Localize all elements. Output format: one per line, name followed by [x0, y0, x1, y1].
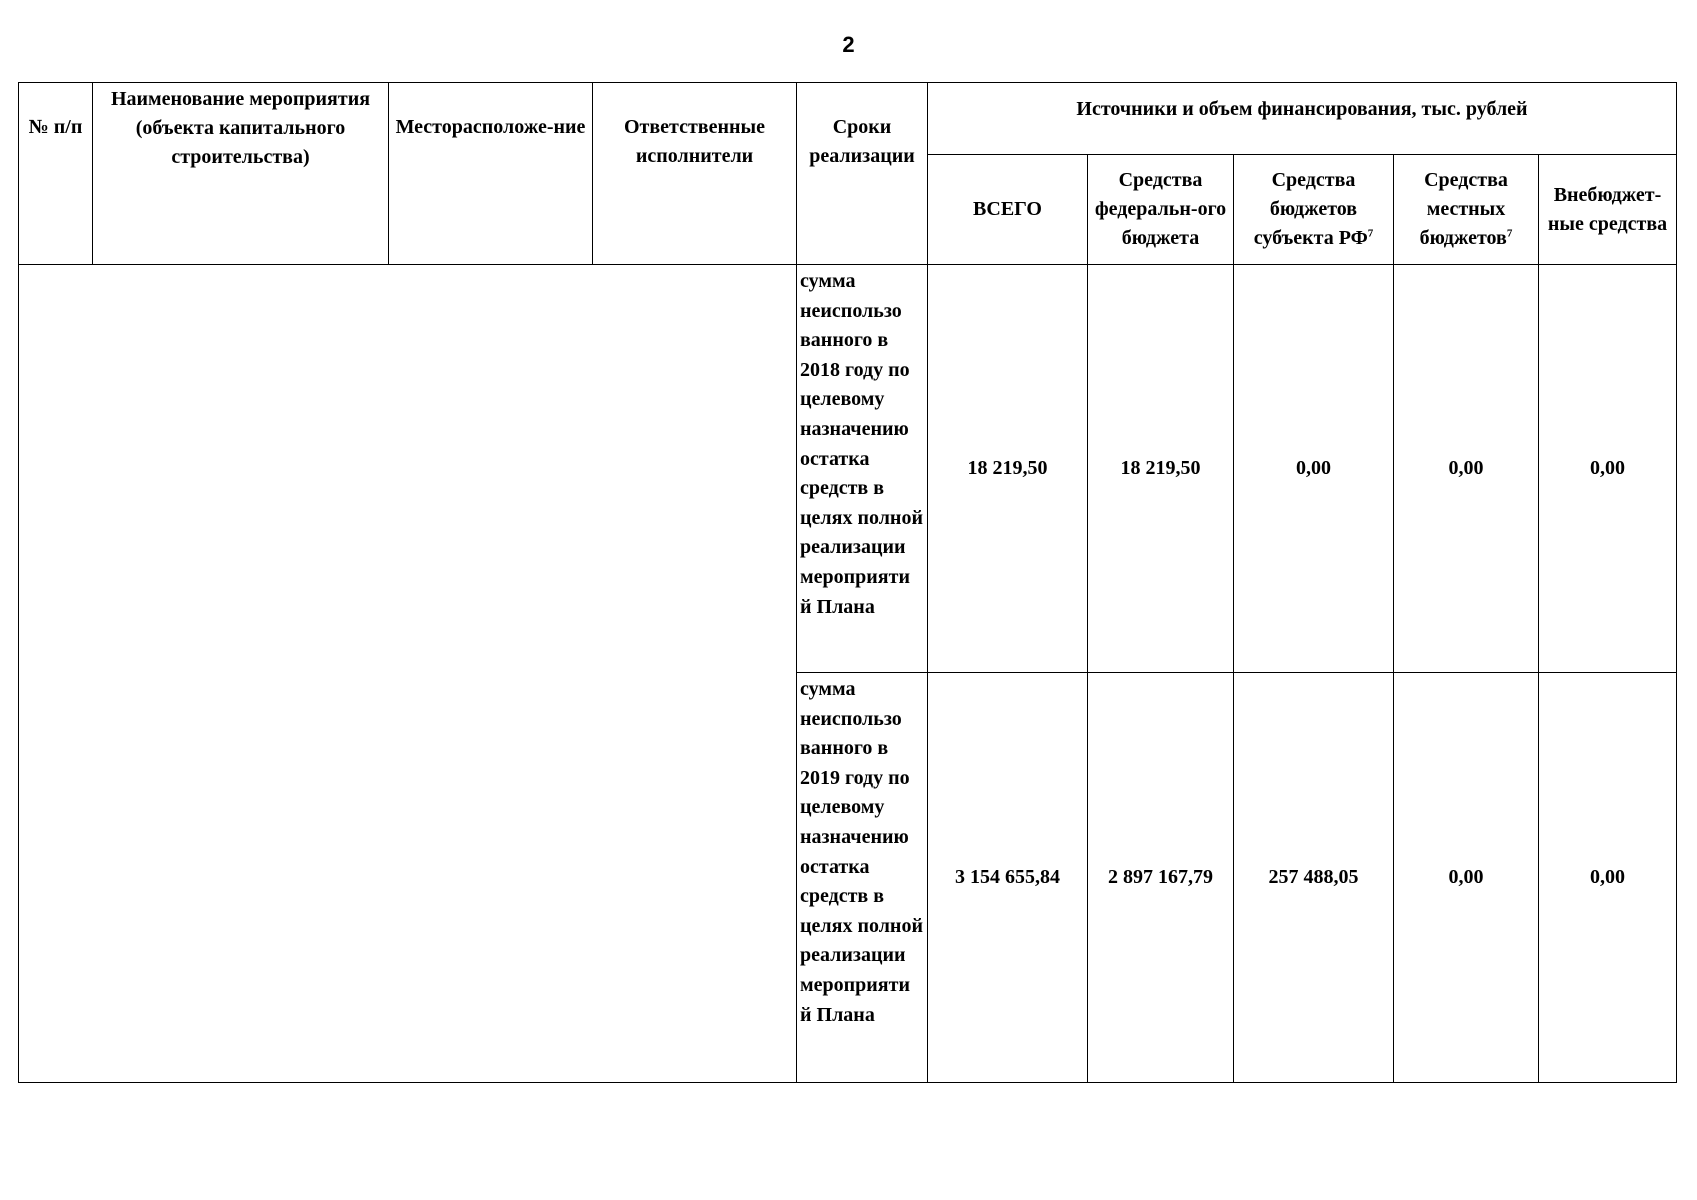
row-subject: 257 488,05	[1234, 673, 1394, 1083]
header-responsible: Ответственные исполнители	[593, 83, 797, 265]
header-subject	[1234, 155, 1394, 265]
header-subject-text: Средства бюджетов субъекта РФ	[1253, 169, 1368, 249]
header-total: ВСЕГО	[928, 155, 1088, 265]
header-location: Месторасположе-ние	[389, 83, 593, 265]
row-total: 3 154 655,84	[928, 673, 1088, 1083]
merged-empty-cell	[19, 265, 797, 1083]
row-total: 18 219,50	[928, 265, 1088, 673]
header-terms: Сроки реализации	[797, 83, 928, 265]
row-term: сумма неиспользо ванного в 2018 году по целевому назначению остатка средств в целях полной реализации мероприяти й Плана	[797, 265, 928, 673]
header-local-footnote: 7	[1506, 227, 1513, 240]
row-federal: 18 219,50	[1088, 265, 1234, 673]
row-offbudget: 0,00	[1539, 673, 1677, 1083]
header-offbudget: Внебюджет-ные средства	[1539, 155, 1677, 265]
header-funding-group: Источники и объем финансирования, тыс. рублей	[928, 83, 1677, 155]
row-offbudget: 0,00	[1539, 265, 1677, 673]
page-number: 2	[842, 32, 855, 57]
row-term: сумма неиспользо ванного в 2019 году по целевому назначению остатка средств в целях полной реализации мероприяти й Плана	[797, 673, 928, 1083]
header-subject-footnote: 7	[1367, 227, 1374, 240]
row-subject: 0,00	[1234, 265, 1394, 673]
header-local-text: Средства местных бюджетов	[1419, 169, 1508, 249]
table-row	[19, 265, 1677, 673]
header-local	[1394, 155, 1539, 265]
funding-table	[18, 82, 1677, 1083]
header-row-1	[19, 83, 1677, 155]
header-federal: Средства федеральн-ого бюджета	[1088, 155, 1234, 265]
row-local: 0,00	[1394, 265, 1539, 673]
row-federal: 2 897 167,79	[1088, 673, 1234, 1083]
row-local: 0,00	[1394, 673, 1539, 1083]
header-number: № п/п	[19, 83, 93, 265]
header-event-name: Наименование мероприятия (объекта капитального строительства)	[93, 83, 389, 265]
